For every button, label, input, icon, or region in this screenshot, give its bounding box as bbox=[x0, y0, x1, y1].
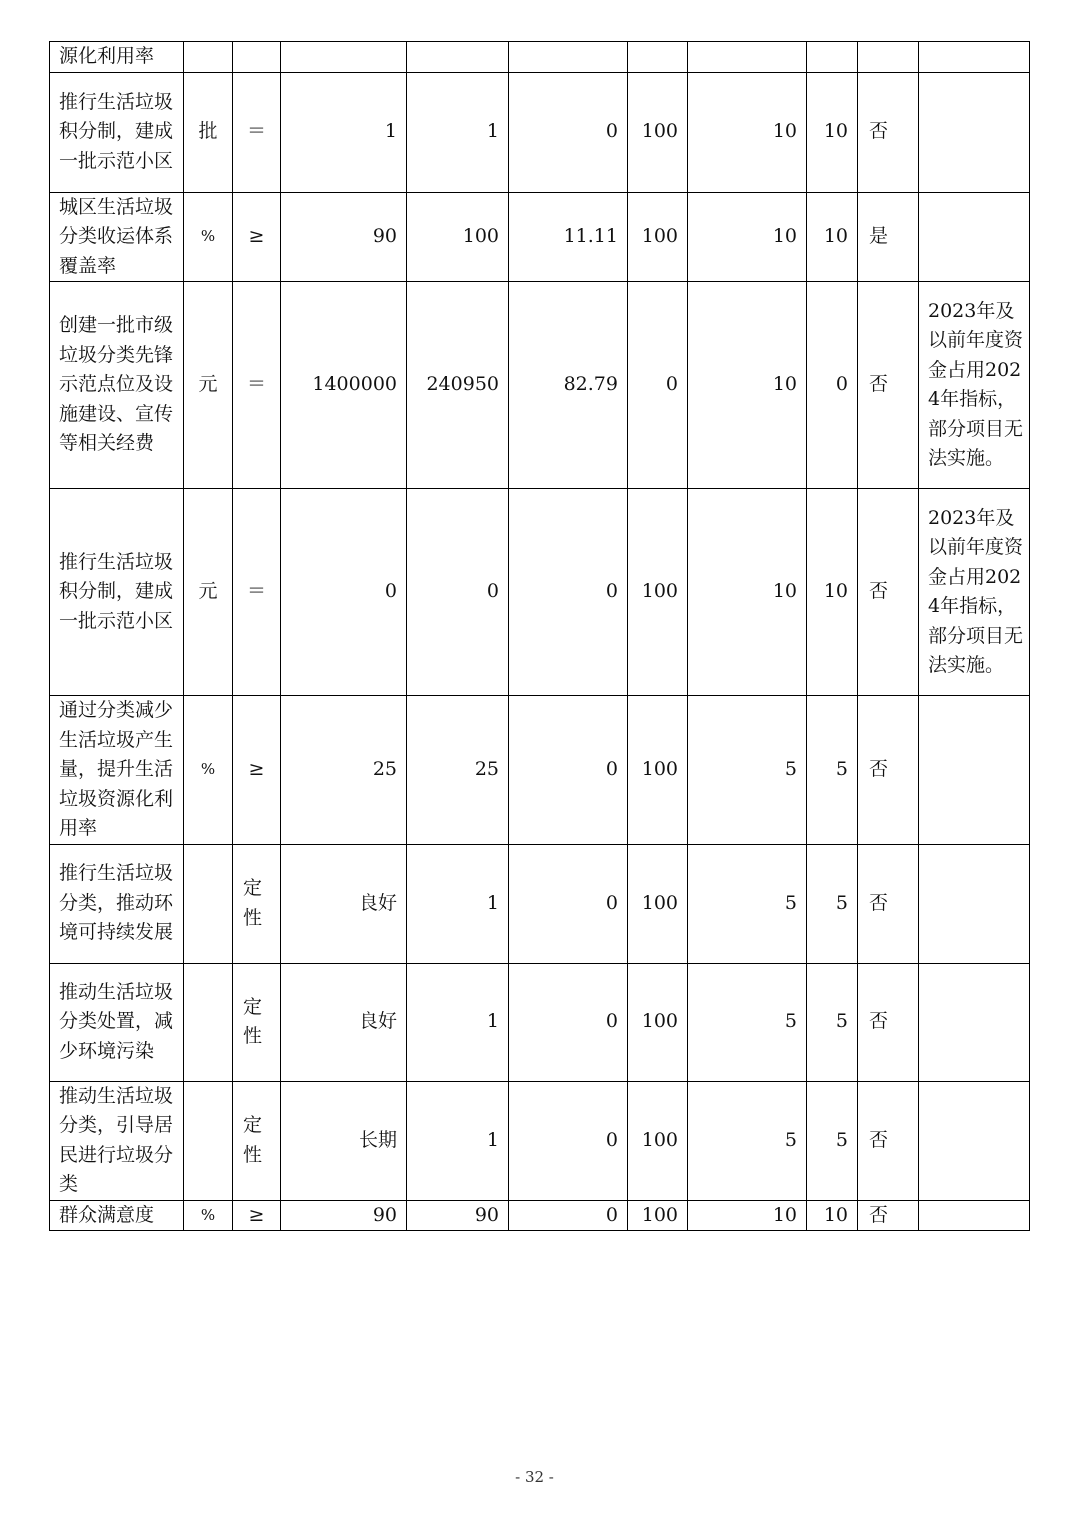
table-row bbox=[50, 489, 1030, 696]
score-cell: 10 bbox=[807, 1200, 858, 1231]
yes-no-cell: 否 bbox=[858, 963, 919, 1081]
operator-cell: 定性 bbox=[233, 1081, 281, 1200]
target-value-cell: 良好 bbox=[281, 963, 407, 1081]
remark-cell bbox=[919, 72, 1030, 192]
remark-cell: 2023年及以前年度资金占用2024年指标，部分项目无法实施。 bbox=[919, 489, 1030, 696]
target-value-cell: 1 bbox=[281, 72, 407, 192]
indicator-name-cell: 创建一批市级垃圾分类先锋示范点位及设施建设、宣传等相关经费 bbox=[50, 282, 184, 489]
completion-cell: 100 bbox=[628, 192, 688, 282]
remark-cell bbox=[919, 963, 1030, 1081]
actual-value-cell: 1 bbox=[407, 1081, 509, 1200]
target-value-cell: 1400000 bbox=[281, 282, 407, 489]
operator-cell: ≥ bbox=[233, 192, 281, 282]
table-row bbox=[50, 1081, 1030, 1200]
yes-no-cell: 否 bbox=[858, 1081, 919, 1200]
completion-cell: 100 bbox=[628, 1081, 688, 1200]
unit-cell: % bbox=[184, 192, 233, 282]
target-value-cell: 25 bbox=[281, 696, 407, 845]
unit-cell bbox=[184, 42, 233, 73]
remark-cell bbox=[919, 42, 1030, 73]
completion-cell: 100 bbox=[628, 844, 688, 963]
table-row bbox=[50, 963, 1030, 1081]
target-value-cell: 良好 bbox=[281, 844, 407, 963]
target-value-cell: 90 bbox=[281, 192, 407, 282]
table-row bbox=[50, 1200, 1030, 1231]
actual-value-cell: 100 bbox=[407, 192, 509, 282]
target-value-cell bbox=[281, 42, 407, 73]
actual-value-cell: 1 bbox=[407, 72, 509, 192]
completion-cell: 100 bbox=[628, 963, 688, 1081]
deviation-cell: 0 bbox=[509, 72, 628, 192]
table-row bbox=[50, 696, 1030, 845]
yes-no-cell: 否 bbox=[858, 1200, 919, 1231]
unit-cell bbox=[184, 963, 233, 1081]
actual-value-cell: 90 bbox=[407, 1200, 509, 1231]
unit-cell: % bbox=[184, 696, 233, 845]
score-cell: 5 bbox=[807, 844, 858, 963]
score-cell: 5 bbox=[807, 1081, 858, 1200]
score-cell bbox=[807, 42, 858, 73]
deviation-cell: 0 bbox=[509, 489, 628, 696]
score-cell: 10 bbox=[807, 489, 858, 696]
deviation-cell: 0 bbox=[509, 1200, 628, 1231]
completion-cell: 100 bbox=[628, 72, 688, 192]
remark-cell bbox=[919, 192, 1030, 282]
yes-no-cell: 否 bbox=[858, 72, 919, 192]
actual-value-cell: 1 bbox=[407, 963, 509, 1081]
actual-value-cell: 240950 bbox=[407, 282, 509, 489]
weight-cell bbox=[688, 42, 807, 73]
score-cell: 0 bbox=[807, 282, 858, 489]
completion-cell bbox=[628, 42, 688, 73]
yes-no-cell: 否 bbox=[858, 844, 919, 963]
completion-cell: 100 bbox=[628, 1200, 688, 1231]
unit-cell bbox=[184, 1081, 233, 1200]
table-row bbox=[50, 844, 1030, 963]
deviation-cell: 82.79 bbox=[509, 282, 628, 489]
yes-no-cell: 是 bbox=[858, 192, 919, 282]
score-cell: 5 bbox=[807, 696, 858, 845]
completion-cell: 100 bbox=[628, 696, 688, 845]
operator-cell: ≥ bbox=[233, 1200, 281, 1231]
completion-cell: 0 bbox=[628, 282, 688, 489]
deviation-cell bbox=[509, 42, 628, 73]
score-cell: 5 bbox=[807, 963, 858, 1081]
remark-cell bbox=[919, 844, 1030, 963]
unit-cell bbox=[184, 844, 233, 963]
table-row bbox=[50, 42, 1030, 73]
weight-cell: 10 bbox=[688, 1200, 807, 1231]
indicator-name-cell: 推行生活垃圾积分制，建成一批示范小区 bbox=[50, 489, 184, 696]
performance-indicator-table bbox=[49, 41, 1030, 1231]
weight-cell: 10 bbox=[688, 282, 807, 489]
operator-cell bbox=[233, 42, 281, 73]
score-cell: 10 bbox=[807, 192, 858, 282]
operator-cell: 定性 bbox=[233, 844, 281, 963]
indicator-name-cell: 推动生活垃圾分类处置，减少环境污染 bbox=[50, 963, 184, 1081]
remark-cell bbox=[919, 1081, 1030, 1200]
actual-value-cell: 25 bbox=[407, 696, 509, 845]
operator-cell: 定性 bbox=[233, 963, 281, 1081]
page-number: - 32 - bbox=[515, 1468, 554, 1486]
operator-cell: ≥ bbox=[233, 696, 281, 845]
actual-value-cell: 0 bbox=[407, 489, 509, 696]
deviation-cell: 0 bbox=[509, 963, 628, 1081]
weight-cell: 10 bbox=[688, 72, 807, 192]
indicator-name-cell: 源化利用率 bbox=[50, 42, 184, 73]
weight-cell: 5 bbox=[688, 1081, 807, 1200]
indicator-name-cell: 群众满意度 bbox=[50, 1200, 184, 1231]
deviation-cell: 11.11 bbox=[509, 192, 628, 282]
actual-value-cell bbox=[407, 42, 509, 73]
remark-cell bbox=[919, 1200, 1030, 1231]
indicator-name-cell: 推行生活垃圾积分制，建成一批示范小区 bbox=[50, 72, 184, 192]
indicator-name-cell: 推行生活垃圾分类，推动环境可持续发展 bbox=[50, 844, 184, 963]
score-cell: 10 bbox=[807, 72, 858, 192]
unit-cell: 批 bbox=[184, 72, 233, 192]
operator-cell: ＝ bbox=[233, 282, 281, 489]
target-value-cell: 0 bbox=[281, 489, 407, 696]
completion-cell: 100 bbox=[628, 489, 688, 696]
weight-cell: 5 bbox=[688, 963, 807, 1081]
weight-cell: 10 bbox=[688, 192, 807, 282]
yes-no-cell: 否 bbox=[858, 282, 919, 489]
weight-cell: 10 bbox=[688, 489, 807, 696]
indicator-name-cell: 通过分类减少生活垃圾产生量，提升生活垃圾资源化利用率 bbox=[50, 696, 184, 845]
yes-no-cell: 否 bbox=[858, 489, 919, 696]
weight-cell: 5 bbox=[688, 696, 807, 845]
indicator-name-cell: 推动生活垃圾分类，引导居民进行垃圾分类 bbox=[50, 1081, 184, 1200]
deviation-cell: 0 bbox=[509, 696, 628, 845]
yes-no-cell: 否 bbox=[858, 696, 919, 845]
table-row bbox=[50, 282, 1030, 489]
unit-cell: 元 bbox=[184, 282, 233, 489]
yes-no-cell bbox=[858, 42, 919, 73]
target-value-cell: 90 bbox=[281, 1200, 407, 1231]
remark-cell bbox=[919, 696, 1030, 845]
remark-cell: 2023年及以前年度资金占用2024年指标，部分项目无法实施。 bbox=[919, 282, 1030, 489]
table-row bbox=[50, 72, 1030, 192]
operator-cell: ＝ bbox=[233, 72, 281, 192]
deviation-cell: 0 bbox=[509, 844, 628, 963]
table-row bbox=[50, 192, 1030, 282]
unit-cell: 元 bbox=[184, 489, 233, 696]
deviation-cell: 0 bbox=[509, 1081, 628, 1200]
weight-cell: 5 bbox=[688, 844, 807, 963]
actual-value-cell: 1 bbox=[407, 844, 509, 963]
unit-cell: % bbox=[184, 1200, 233, 1231]
operator-cell: ＝ bbox=[233, 489, 281, 696]
indicator-name-cell: 城区生活垃圾分类收运体系覆盖率 bbox=[50, 192, 184, 282]
target-value-cell: 长期 bbox=[281, 1081, 407, 1200]
